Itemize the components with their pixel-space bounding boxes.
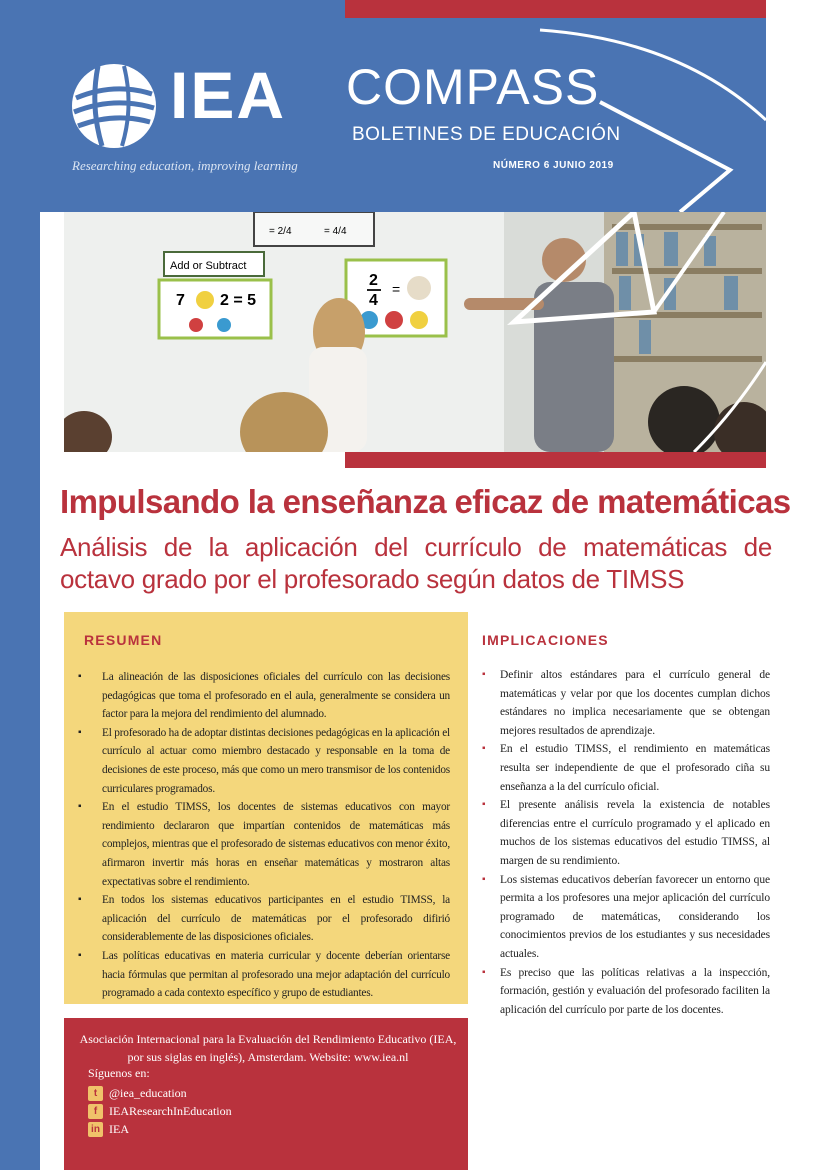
iea-globe-icon [68, 60, 160, 152]
summary-item: ▪ En el estudio TIMSS, los docentes de sistemas educativos con mayor rendimiento declararon que impartían contenidos de matemáticas más complejos, mientras que el profesorado de sistemas educativos con menor éxito, afirmaron invertir más horas en enseñar matemáticas y mostraron altas expectativas sobre el rendimiento. [78, 798, 450, 891]
linkedin-link[interactable] [88, 1122, 129, 1137]
implications-heading: IMPLICACIONES [482, 632, 609, 648]
facebook-link[interactable] [88, 1104, 232, 1119]
iea-logo-text: IEA [170, 58, 287, 132]
board-fraction-num: 2 [369, 272, 378, 289]
tagline: Researching education, improving learning [72, 158, 298, 173]
left-stripe [0, 0, 40, 1170]
implications-item: ▪ En el estudio TIMSS, el rendimiento en matemáticas resulta ser independiente de que el profesorado ciña su enseñanza a la del currículo oficial. [482, 740, 770, 796]
main-title: Impulsando la enseñanza eficaz de matemáticas [60, 483, 791, 520]
compass-needle-decoration [494, 212, 766, 452]
compass-subtitle: BOLETINES DE EDUCACIÓN [352, 124, 621, 145]
compass-title: COMPASS [346, 59, 600, 115]
board-label: Add or Subtract [170, 260, 247, 272]
board-fraction-a: = 2/4 [269, 226, 292, 237]
twitter-icon: t [88, 1086, 103, 1101]
twitter-link[interactable] [88, 1086, 187, 1101]
photo-red-bar [345, 452, 766, 468]
summary-item: ▪ El profesorado ha de adoptar distintas decisiones pedagógicas en la aplicación el currículo al actuar como miembro destacado y responsable en la toma de decisiones de este proceso, más que como un mero transmisor de los contenidos curriculares programados. [78, 724, 450, 798]
compass-arc-decoration [530, 10, 766, 212]
contact-box [64, 1018, 468, 1170]
facebook-handle: IEAResearchInEducation [109, 1104, 232, 1118]
issue-number: NÚMERO 6 JUNIO 2019 [493, 160, 614, 171]
summary-item: ▪ En todos los sistemas educativos participantes en el estudio TIMSS, la aplicación del currículo de matemáticas por el profesorado difirió considerablemente de las disposiciones oficiales. [78, 891, 450, 947]
board-fraction-eq: = [392, 281, 401, 297]
organization-info: Asociación Internacional para la Evaluación del Rendimiento Educativo (IEA, por sus siglas en inglés), Amsterdam. Website: www.iea.nl [79, 1032, 457, 1064]
linkedin-icon: in [88, 1122, 103, 1137]
implications-list [482, 666, 770, 1019]
board-eq-left: 7 [176, 292, 185, 309]
implications-item: ▪ Es preciso que las políticas relativas a la inspección, formación, gestión y evaluación del profesorado faciliten la aplicación del currículo por parte de los docentes. [482, 964, 770, 1020]
summary-item: ▪ Las políticas educativas en materia curricular y docente deberían orientarse hacia fórmulas que permitan al profesorado una mejor adaptación del currículo programado a cada contexto específico y grupo de estudiantes. [78, 947, 450, 1003]
summary-list [78, 668, 450, 1003]
subtitle: Análisis de la aplicación del currículo de matemáticas de octavo grado por el profesorado según datos de TIMSS [60, 532, 772, 594]
twitter-handle: @iea_education [109, 1086, 187, 1100]
board-fraction-b: = 4/4 [324, 226, 347, 237]
implications-item: ▪ El presente análisis revela la existencia de notables diferencias entre el currículo programado y el aplicado en muchos de los sistemas educativos del estudio TIMSS, al margen de su rendimiento. [482, 796, 770, 870]
classroom-photo [64, 212, 766, 452]
board-eq-right: 2 = 5 [220, 292, 257, 309]
facebook-icon: f [88, 1104, 103, 1119]
summary-item: ▪ La alineación de las disposiciones oficiales del currículo con las decisiones pedagógicas que toma el profesorado en el aula, generalmente se considera un factor para la mejora del rendimiento del alumnado. [78, 668, 450, 724]
linkedin-handle: IEA [109, 1122, 129, 1136]
summary-box [64, 612, 468, 1004]
follow-label: Síguenos en: [88, 1066, 150, 1080]
implications-item: ▪ Definir altos estándares para el currículo general de matemáticas y velar por que los docentes cumplan dichos estándares no implica necesariamente que se obtengan mejores resultados de aprendizaje. [482, 666, 770, 740]
implications-item: ▪ Los sistemas educativos deberían favorecer un entorno que permita a los profesores una mejor aplicación del currículo programado de matemáticas, considerando los conocimientos previos de los estudiantes y sus necesidades actuales. [482, 871, 770, 964]
board-fraction-den: 4 [369, 292, 378, 309]
summary-heading: RESUMEN [84, 632, 163, 648]
